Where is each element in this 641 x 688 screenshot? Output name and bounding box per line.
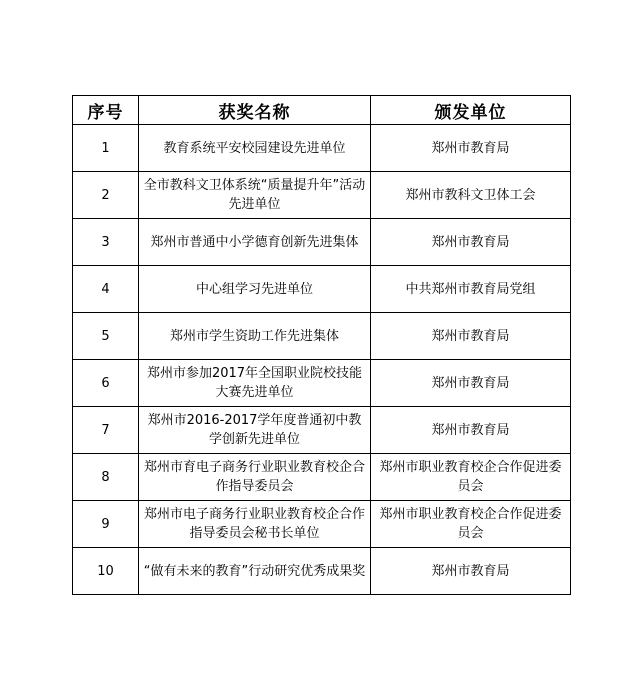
- award-name: 郑州市2016-2017学年度普通初中教学创新先进单位: [139, 407, 371, 454]
- issuer: 郑州市教科文卫体工会: [371, 172, 571, 219]
- issuer: 郑州市教育局: [371, 313, 571, 360]
- award-name: 全市教科文卫体系统“质量提升年”活动先进单位: [139, 172, 371, 219]
- issuer: 郑州市教育局: [371, 125, 571, 172]
- table-row: [73, 454, 571, 501]
- table-row: [73, 172, 571, 219]
- award-name: 郑州市育电子商务行业职业教育校企合作指导委员会: [139, 454, 371, 501]
- row-number: 4: [73, 266, 139, 313]
- issuer: 郑州市教育局: [371, 407, 571, 454]
- header-award-name: 获奖名称: [139, 96, 371, 125]
- award-name: 教育系统平安校园建设先进单位: [139, 125, 371, 172]
- row-number: 1: [73, 125, 139, 172]
- row-number: 7: [73, 407, 139, 454]
- row-number: 9: [73, 501, 139, 548]
- issuer: 郑州市教育局: [371, 548, 571, 595]
- row-number: 5: [73, 313, 139, 360]
- row-number: 8: [73, 454, 139, 501]
- header-number: 序号: [73, 96, 139, 125]
- row-number: 10: [73, 548, 139, 595]
- awards-table: [72, 95, 571, 595]
- row-number: 6: [73, 360, 139, 407]
- table-row: [73, 360, 571, 407]
- issuer: 郑州市职业教育校企合作促进委员会: [371, 501, 571, 548]
- award-name: 郑州市电子商务行业职业教育校企合作指导委员会秘书长单位: [139, 501, 371, 548]
- award-name: “做有未来的教育”行动研究优秀成果奖: [139, 548, 371, 595]
- issuer: 郑州市教育局: [371, 360, 571, 407]
- table-row: [73, 313, 571, 360]
- row-number: 3: [73, 219, 139, 266]
- issuer: 中共郑州市教育局党组: [371, 266, 571, 313]
- header-issuer: 颁发单位: [371, 96, 571, 125]
- table-row: [73, 266, 571, 313]
- table-body: [73, 125, 571, 595]
- header-row: [73, 96, 571, 125]
- issuer: 郑州市职业教育校企合作促进委员会: [371, 454, 571, 501]
- issuer: 郑州市教育局: [371, 219, 571, 266]
- table-row: [73, 548, 571, 595]
- award-name: 郑州市普通中小学德育创新先进集体: [139, 219, 371, 266]
- table-row: [73, 407, 571, 454]
- table-row: [73, 125, 571, 172]
- award-name: 郑州市参加2017年全国职业院校技能大赛先进单位: [139, 360, 371, 407]
- table-row: [73, 219, 571, 266]
- row-number: 2: [73, 172, 139, 219]
- award-name: 中心组学习先进单位: [139, 266, 371, 313]
- table-row: [73, 501, 571, 548]
- award-name: 郑州市学生资助工作先进集体: [139, 313, 371, 360]
